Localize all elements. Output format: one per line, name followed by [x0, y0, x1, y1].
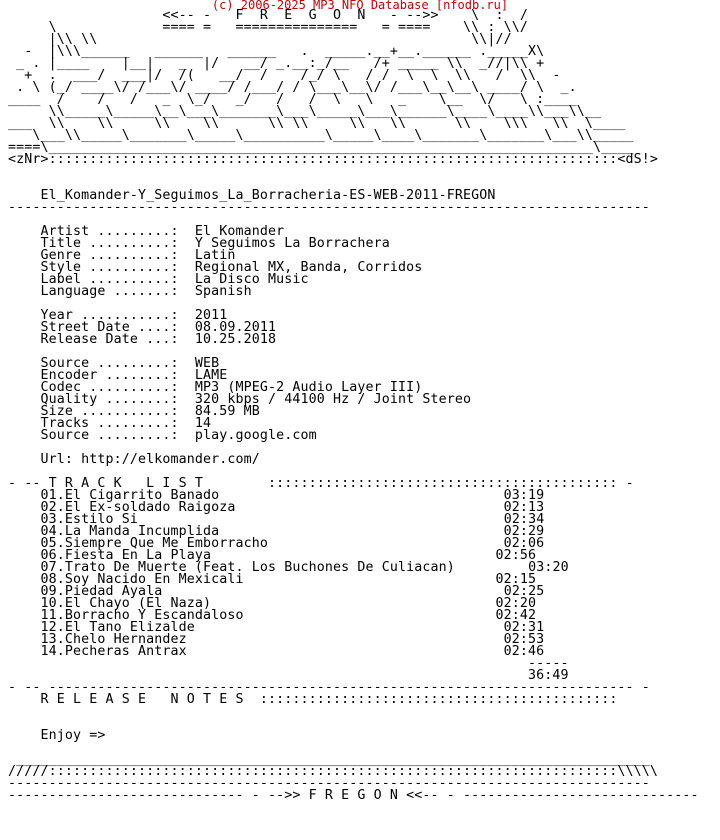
tracks-value: 14 — [194, 416, 212, 431]
artist-label: Artist .........: — [40, 224, 179, 239]
language-label: Language .......: — [40, 284, 179, 299]
banner-art-1: |\\ \\ \\|// — [8, 32, 512, 47]
track-name: 12.El Tano Elizalde — [40, 620, 195, 635]
track-time: 02:56 — [495, 548, 537, 563]
track-time: 02:06 — [503, 536, 545, 551]
label-label: Label ..........: — [40, 272, 179, 287]
style-value: Regional MX, Banda, Corridos — [194, 260, 423, 275]
genre-label: Genre ..........: — [40, 248, 179, 263]
track-time: 02:42 — [495, 608, 537, 623]
track-time: 02:25 — [503, 584, 545, 599]
track-time: 03:19 — [503, 488, 545, 503]
footer-tag: ----------------------------- - -->> F R E G O N <<-- - ----------------------------- — [8, 788, 699, 803]
banner-art-3: _ . |____ |__| _ |/ __/ _.__:_/__ /+ _____ \\ _//|\\ + — [8, 56, 545, 71]
banner-underline-row: \ ==== = =============== = ==== \\ : \\/ — [8, 20, 529, 35]
track-time: 02:46 — [503, 644, 545, 659]
title-value: Y Seguimos La Borrachera — [194, 236, 390, 251]
track-time: 02:53 — [503, 632, 545, 647]
size-label: Size ...........: — [40, 404, 179, 419]
track-name: 10.El Chayo (El Naza) — [40, 596, 212, 611]
source2-label: Source .........: — [40, 428, 179, 443]
total-time: 36:49 — [528, 668, 569, 683]
release-date-value: 10.25.2018 — [194, 332, 277, 347]
track-name: 05.Siempre Que Me Emborracho — [40, 536, 269, 551]
track-name: 04.La Manda Incumplida — [40, 524, 220, 539]
total-separator: ----- — [528, 656, 569, 671]
track-time: 02:20 — [495, 596, 537, 611]
site-credit[interactable]: (c) 2006-2025 MP3 NFO Database [nfodb.ru] — [211, 0, 509, 12]
track-row — [41, 644, 545, 659]
track-name: 07.Trato De Muerte (Feat. Los Buchones De Culiacan) — [40, 560, 455, 575]
url-link[interactable]: http://elkomander.com/ — [81, 452, 260, 467]
quality-label: Quality ........: — [40, 392, 179, 407]
release-date-label: Release Date ...: — [40, 332, 179, 347]
banner-art-8: ___ \\ \\ \\ \\ \\ \\ \\ \\ \\ \\\ \\ \____ — [8, 116, 626, 131]
label-value: La Disco Music — [194, 272, 309, 287]
street-date-value: 08.09.2011 — [194, 320, 277, 335]
track-time: 03:20 — [528, 560, 569, 575]
release-name: El_Komander-Y_Seguimos_La_Borracheria-ES-WEB-2011-FREGON — [40, 188, 496, 203]
source2-value: play.google.com — [194, 428, 317, 443]
nfo-body: El_Komander-Y_Seguimos_La_Borracheria-ES-WEB-2011-FREGON ------------------------------------------------------------------------------- Artist .........: El Komander Title ..........: Y Seguimos La Borrachera Genre ..........: Latin Style ..........: Regional MX, Banda, Corridos Label ..........: La Disco Music Language .......: Spanish Year ...........: 2011 Street Date ....: 08.09.2011 Release Date ...: 10.25.2018 Source .........: WEB Encoder ........: LAME Codec ..........: MP3 (MPEG-2 Audio Layer III) Quality ........: 320 kbps / 44100 Hz / Joint Stereo Size ...........: 84.59 MB Tracks .........: 14 Source .........: play.google.com Url: http://elkomander.com/ - -- T R A C K L I S T ::::::::::::::::::::::::::::::::::::::::::: - 01.El Cigarrito Banado 03:19 02.El Ex-soldado Raigoza 02:13 03.Estilo Si 02:34 04.La Manda Incumplida 02:29 05.Siempre Que Me Emborracho 02:06 06.Fiesta En La Playa 02:56 07.Trato De Muerte (Feat. Los Buchones De Culiacan) 03:20 08.Soy Nacido En Mexicali 02:15 09.Piedad Ayala 02:25 10.El Chayo (El Naza) 02:20 11.Borracho Y Escandaloso 02:42 12.El Tano Elizalde 02:31 13.Chelo Hernandez 02:53 14.Pecheras Antrax 02:46 ----- 36:49 - -- ------------------------------------------------------------------------ - R E L E A S E N O T E S :::::::::::::::::::::::::::::::::::::::::::: Enjoy => ______________________________________________________________________________ /////::::::::::::::::::::::::::::::::::::::::::::::::::::::::::::::::::::::\\\\\ ------------------------------------------------------------------------------- ----------------------------- - -->> F R E G O N <<-- - ----------------------------- — [8, 188, 699, 803]
title-label: Title ..........: — [40, 236, 179, 251]
source-label: Source .........: — [40, 356, 179, 371]
size-value: 84.59 MB — [194, 404, 260, 419]
release-notes-dots: :::::::::::::::::::::::::::::::::::::::::::: — [259, 692, 618, 707]
release-notes-text: Enjoy => — [40, 728, 106, 743]
footer-line-1: ______________________________________________________________________________ — [8, 752, 650, 767]
track-name: 03.Estilo Si — [40, 512, 139, 527]
banner-art-10: ====\___________________________________________________________________\____ — [8, 140, 634, 155]
year-value: 2011 — [194, 308, 228, 323]
footer-line-2: /////::::::::::::::::::::::::::::::::::::::::::::::::::::::::::::::::::::::\\\\\ — [8, 764, 659, 779]
footer-line-3: ------------------------------------------------------------------------------- — [8, 776, 650, 791]
artist-value: El Komander — [194, 224, 285, 239]
tracks-label: Tracks .........: — [40, 416, 179, 431]
ascii-banner — [8, 10, 658, 166]
source-value: WEB — [194, 356, 220, 371]
codec-label: Codec ..........: — [40, 380, 179, 395]
track-name: 11.Borracho Y Escandaloso — [40, 608, 244, 623]
style-label: Style ..........: — [40, 260, 179, 275]
encoder-label: Encoder ........: — [40, 368, 179, 383]
track-time: 02:13 — [503, 500, 545, 515]
banner-art-5: . \ (_/ ____\/ /___\/ ____/ /___/ / \___\__\/ /___\__\__\ ____/ \ _. — [8, 80, 577, 95]
track-name: 06.Fiesta En La Playa — [40, 548, 212, 563]
track-name: 02.El Ex-soldado Raigoza — [40, 500, 236, 515]
banner-title-row: <<-- - F R E G O N - -->> \ : / — [8, 8, 529, 23]
banner-art-6: ____ / / / _ \_/ _/ / / \ \ _ \__ \/ \ :____ — [8, 92, 577, 107]
url-label: Url: — [40, 452, 74, 467]
banner-art-9: \___\\_____\_______\_____\__________\_____\____\_______\_______\___\\_____ — [8, 128, 634, 143]
banner-art-2: - |\\\______ ______ ______ . _____.__+__.______ ._____X\ — [8, 44, 545, 59]
track-name: 09.Piedad Ayala — [40, 584, 163, 599]
codec-value: MP3 (MPEG-2 Audio Layer III) — [194, 380, 423, 395]
year-label: Year ...........: — [40, 308, 179, 323]
release-notes-header: R E L E A S E N O T E S — [40, 692, 244, 707]
track-time: 02:31 — [503, 620, 545, 635]
track-time: 02:34 — [503, 512, 545, 527]
quality-value: 320 kbps / 44100 Hz / Joint Stereo — [194, 392, 472, 407]
tracklist-dots: ::::::::::::::::::::::::::::::::::::::::::: — [268, 476, 618, 491]
tracklist — [8, 488, 569, 659]
encoder-value: LAME — [194, 368, 228, 383]
track-time: 02:29 — [503, 524, 545, 539]
banner-art-4: + . ___/ ___|/ /( __/ / /_/ \ / / \ \ \\ / \\ - — [8, 68, 561, 83]
group-tag-right: <dS!> — [617, 152, 659, 167]
track-name: 13.Chelo Hernandez — [40, 632, 187, 647]
language-value: Spanish — [194, 284, 252, 299]
banner-art-7: \\_____\_____\__\___\_______\___\_____\___\______\____\____\\___\\__ — [8, 104, 602, 119]
track-time: 02:15 — [495, 572, 537, 587]
street-date-label: Street Date ....: — [40, 320, 179, 335]
tracklist-header: T R A C K L I S T — [48, 476, 204, 491]
track-name: 01.El Cigarrito Banado — [40, 488, 220, 503]
genre-value: Latin — [194, 248, 236, 263]
track-name: 14.Pecheras Antrax — [40, 644, 187, 659]
track-name: 08.Soy Nacido En Mexicali — [40, 572, 244, 587]
group-tag-left: <zNr> — [8, 152, 49, 167]
banner-dots: :::::::::::::::::::::::::::::::::::::::::::::::::::::::::::::::::::::: — [48, 152, 618, 167]
